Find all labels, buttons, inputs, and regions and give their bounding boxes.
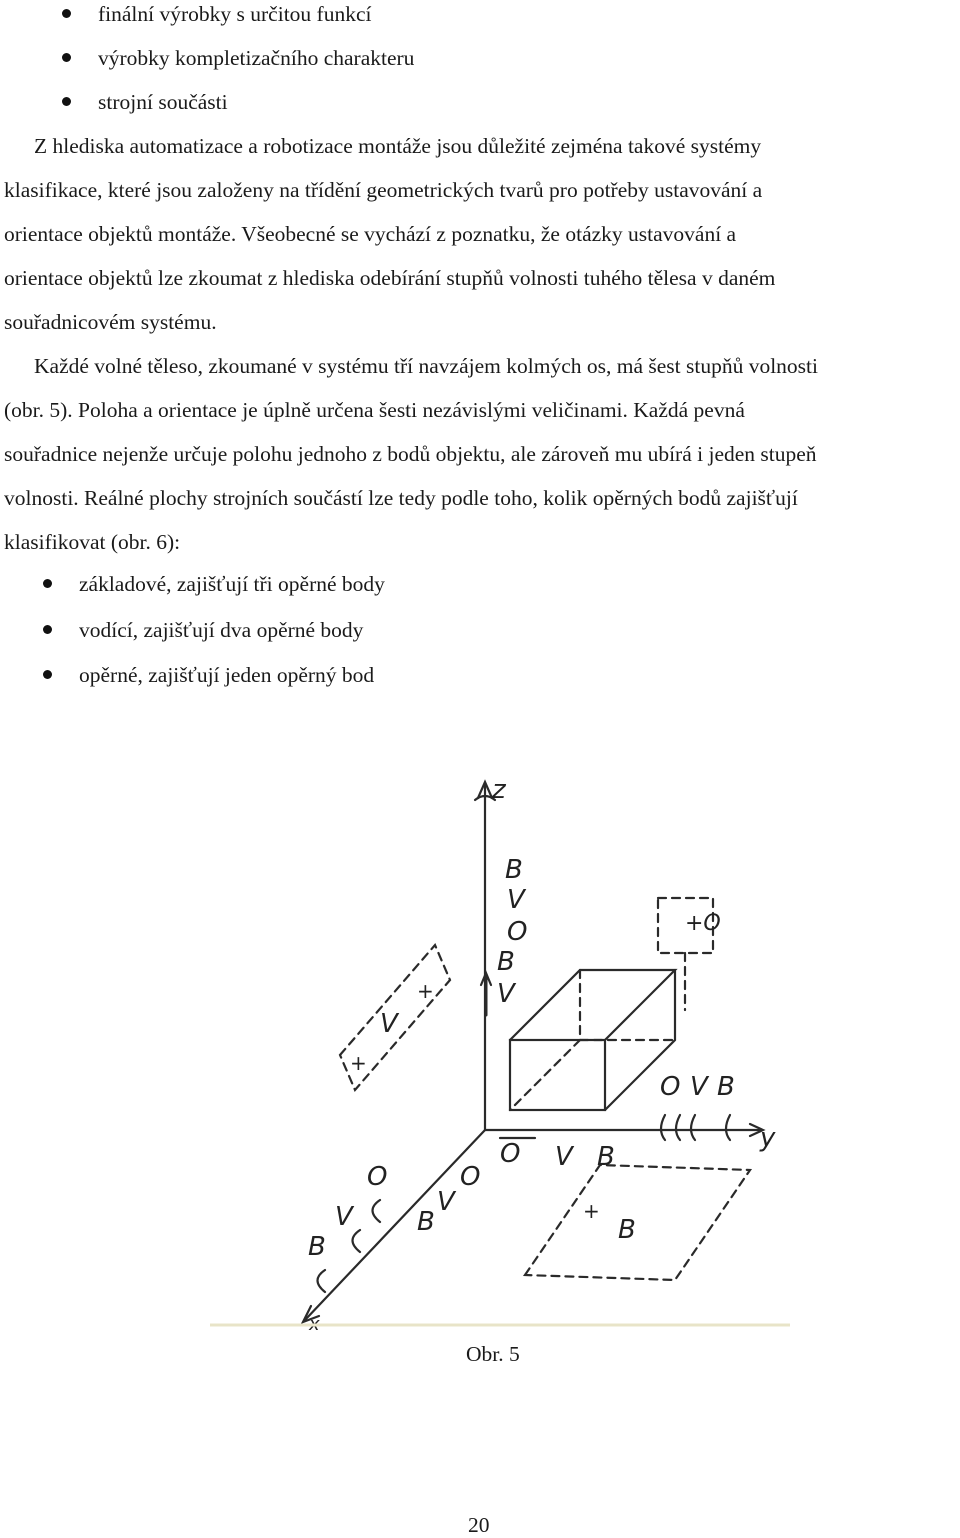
page-number: 20 [468, 1513, 490, 1537]
label-z-B2: B [497, 947, 515, 977]
paragraph-line: (obr. 5). Poloha a orientace je úplně určena šesti nezávislými veličinami. Každá pevná [4, 398, 745, 422]
paragraph-line: orientace objektů lze zkoumat z hlediska odebírání stupňů volnosti tuhého tělesa v daném [4, 266, 776, 290]
list-item: výrobky kompletizačního charakteru [98, 46, 415, 70]
bullet-dot [62, 9, 71, 18]
paragraph-line: klasifikace, které jsou založeny na třídění geometrických tvarů pro potřeby ustavování a [4, 178, 763, 202]
label-y-O: O [500, 1139, 521, 1169]
box-front-face [510, 1040, 605, 1110]
label-plane-left-V: V [380, 1009, 398, 1039]
label-plane-right-plus: + [583, 1199, 600, 1223]
bullet-dot [43, 625, 52, 634]
bullet-dot [43, 579, 52, 588]
label-right-B: B [717, 1072, 735, 1102]
paragraph-line: orientace objektů montáže. Všeobecné se vychází z poznatku, že otázky ustavování a [4, 222, 737, 246]
list-item: vodící, zajišťují dva opěrné body [79, 618, 364, 642]
label-plane-left-plus1: + [350, 1051, 367, 1075]
figure-degrees-of-freedom [205, 770, 795, 1330]
list-item: strojní součásti [98, 90, 228, 114]
list-item: finální výrobky s určitou funkcí [98, 2, 372, 26]
paragraph-line: volnosti. Reálné plochy strojních součástí lze tedy podle toho, kolik opěrných bodů zajišťují [4, 486, 798, 510]
paragraph-line: Z hlediska automatizace a robotizace montáže jsou důležité zejména takové systémy [34, 134, 762, 158]
paragraph-line: souřadnicovém systému. [4, 310, 217, 334]
axis-label-y: y [760, 1123, 776, 1153]
plane-right-xy [525, 1165, 750, 1280]
label-x-O2: O [460, 1162, 481, 1192]
figure-caption: Obr. 5 [466, 1342, 520, 1366]
axis-label-x: x [309, 1314, 320, 1330]
list-item: opěrné, zajišťují jeden opěrný bod [79, 663, 375, 687]
label-x-V: V [335, 1202, 353, 1232]
label-x-B: B [308, 1232, 326, 1262]
bullet-dot [43, 670, 52, 679]
label-x-B2: B [417, 1207, 435, 1237]
label-plane-right-B: B [618, 1215, 636, 1245]
label-y-V: V [555, 1142, 573, 1172]
bullet-dot [62, 53, 71, 62]
label-x-V2: V [437, 1187, 455, 1217]
label-z-V2: V [497, 979, 515, 1009]
paragraph-line: Každé volné těleso, zkoumané v systému tří navzájem kolmých os, má šest stupňů volnosti [34, 354, 818, 378]
label-y-B: B [597, 1142, 615, 1172]
paragraph-line: souřadnice nejenže určuje polohu jednoho z bodů objektu, ale zároveň mu ubírá i jeden stupeň [4, 442, 817, 466]
label-box-point: +O [685, 911, 721, 936]
label-z-O: O [507, 917, 528, 947]
label-plane-left-plus2: + [417, 979, 434, 1003]
label-right-V: V [690, 1072, 708, 1102]
label-z-B: B [505, 855, 523, 885]
label-x-O: O [367, 1162, 388, 1192]
paragraph-line: klasifikovat (obr. 6): [4, 530, 181, 554]
box-top-face [510, 970, 675, 1040]
y-rotation-arrows [661, 1115, 730, 1140]
axis-label-z: z [492, 775, 506, 805]
list-item: základové, zajišťují tři opěrné body [79, 572, 385, 596]
coordinate-system-sketch [205, 770, 795, 1330]
label-right-O: O [660, 1072, 681, 1102]
bullet-dot [62, 97, 71, 106]
x-axis-line [305, 1130, 485, 1320]
label-z-V: V [507, 885, 525, 915]
